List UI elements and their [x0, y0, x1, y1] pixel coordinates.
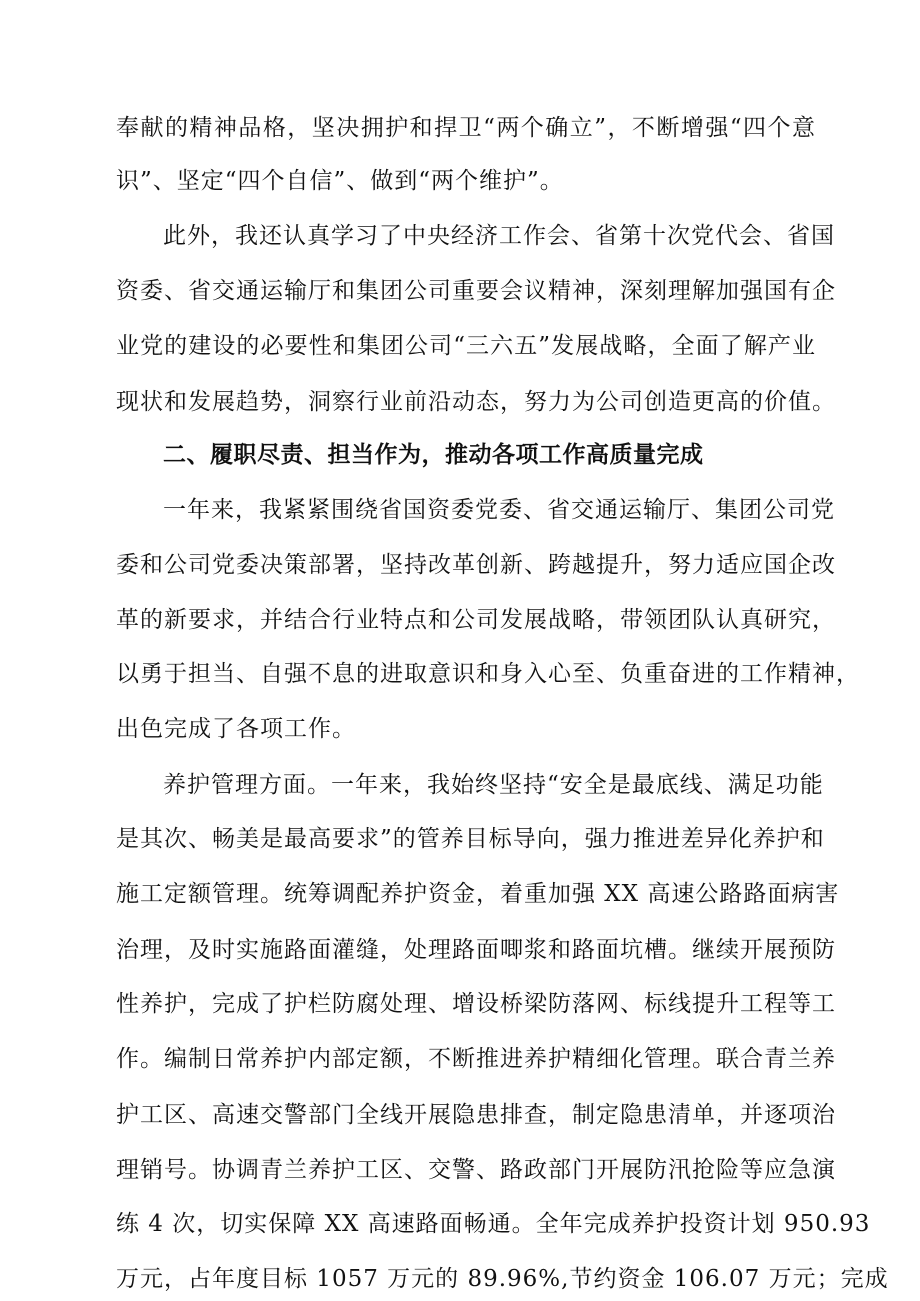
paragraph-2-line-1: 此外，我还认真学习了中央经济工作会、省第十次党代会、省国: [163, 222, 835, 249]
paragraph-1-line-2: 识”、坚定“四个自信”、做到“两个维护”。: [116, 167, 564, 194]
paragraph-1-line-1: 奉献的精神品格，坚决拥护和捍卫“两个确立”，不断增强“四个意: [116, 115, 816, 141]
paragraph-4-line-3: 施工定额管理。统筹调配养护资金，着重加强 XX 高速公路路面病害: [116, 881, 840, 908]
paragraph-3-line-2: 委和公司党委决策部署，坚持改革创新、跨越提升，努力适应国企改: [116, 551, 836, 578]
paragraph-3-line-5: 出色完成了各项工作。: [116, 715, 356, 742]
paragraph-4-line-1: 养护管理方面。一年来，我始终坚持“安全是最底线、满足功能: [163, 771, 824, 798]
paragraph-3-line-1: 一年来，我紧紧围绕省国资委党委、省交通运输厅、集团公司党: [163, 497, 835, 524]
paragraph-4-line-7: 护工区、高速交警部门全线开展隐患排查，制定隐患清单，并逐项治: [116, 1101, 836, 1128]
paragraph-4-line-9: 练 4 次，切实保障 XX 高速路面畅通。全年完成养护投资计划 950.93: [116, 1211, 871, 1238]
paragraph-4-line-8: 理销号。协调青兰养护工区、交警、路政部门开展防汛抢险等应急演: [116, 1156, 836, 1183]
paragraph-2-line-4: 现状和发展趋势，洞察行业前沿动态，努力为公司创造更高的价值。: [116, 388, 836, 415]
section-heading: 二、履职尽责、担当作为，推动各项工作高质量完成: [163, 442, 704, 469]
paragraph-3-line-3: 革的新要求，并结合行业特点和公司发展战略，带领团队认真研究，: [116, 606, 836, 633]
paragraph-4-line-4: 治理，及时实施路面灌缝，处理路面唧浆和路面坑槽。继续开展预防: [116, 936, 836, 963]
paragraph-4-line-5: 性养护，完成了护栏防腐处理、增设桥梁防落网、标线提升工程等工: [116, 991, 836, 1018]
paragraph-4-line-2: 是其次、畅美是最高要求”的管养目标导向，强力推进差异化养护和: [116, 826, 825, 853]
paragraph-4-line-6: 作。编制日常养护内部定额，不断推进养护精细化管理。联合青兰养: [116, 1046, 836, 1073]
paragraph-4-line-10: 万元，占年度目标 1057 万元的 89.96%,节约资金 106.07 万元；完成: [116, 1266, 889, 1292]
paragraph-2-line-3: 业党的建设的必要性和集团公司“三六五”发展战略，全面了解产业: [116, 332, 816, 359]
paragraph-3-line-4: 以勇于担当、自强不息的进取意识和身入心至、负重奋进的工作精神，: [116, 661, 860, 688]
paragraph-2-line-2: 资委、省交通运输厅和集团公司重要会议精神，深刻理解加强国有企: [116, 278, 836, 305]
